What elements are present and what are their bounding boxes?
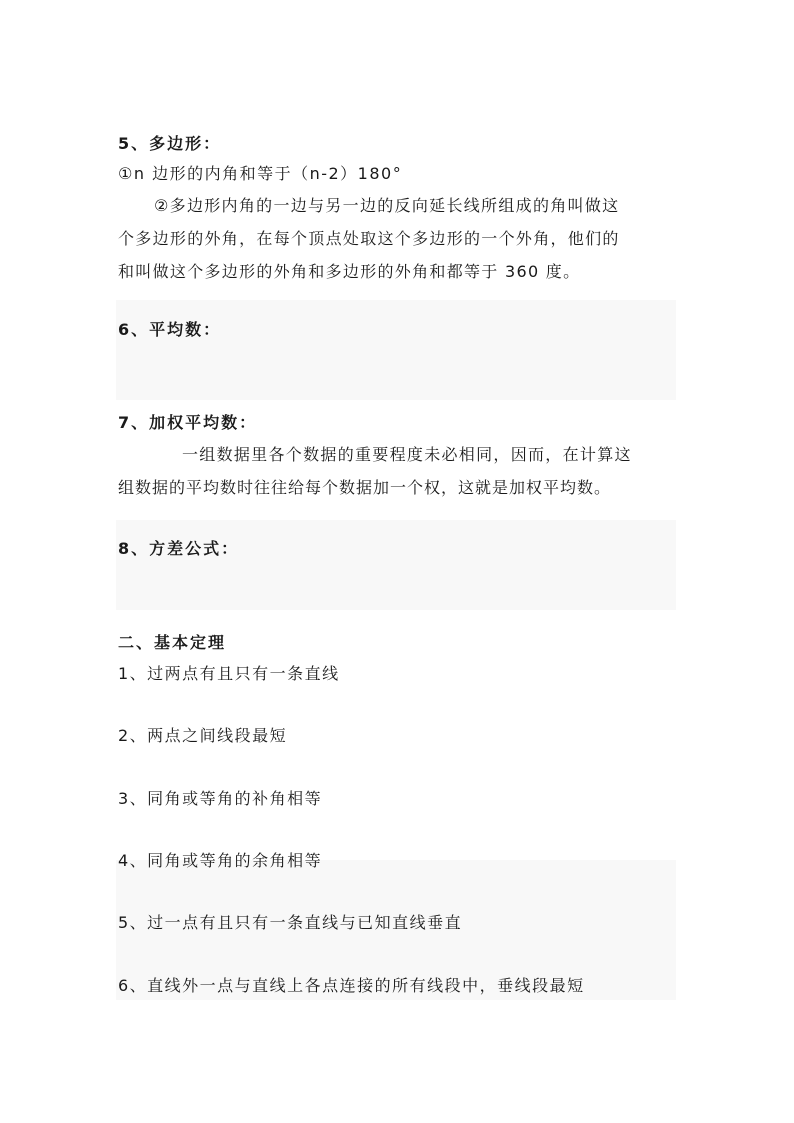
shade-block-1 [116, 300, 676, 400]
section-7-heading: 7、加权平均数： [118, 413, 258, 432]
section-7-line-2: 组数据的平均数时往往给每个数据加一个权，这就是加权平均数。 [118, 478, 612, 497]
theorem-item: 3、同角或等角的补角相等 [118, 789, 323, 808]
theorems-heading: 二、基本定理 [118, 633, 227, 652]
section-5-heading: 5、多边形： [118, 134, 222, 153]
section-5-item-2-line-1: ②多边形内角的一边与另一边的反向延长线所组成的角叫做这 [154, 196, 620, 215]
theorem-item: 5、过一点有且只有一条直线与已知直线垂直 [118, 913, 463, 932]
shade-block-2 [116, 520, 676, 610]
section-7-line-1: 一组数据里各个数据的重要程度未必相同，因而，在计算这 [182, 445, 632, 464]
section-8-heading: 8、方差公式： [118, 539, 240, 558]
section-6-heading: 6、平均数： [118, 320, 222, 339]
section-5-item-1: ①n 边形的内角和等于（n-2）180° [118, 164, 403, 183]
section-5-item-2-line-3: 和叫做这个多边形的外角和多边形的外角和都等于 360 度。 [118, 262, 581, 281]
theorem-item: 2、两点之间线段最短 [118, 726, 288, 745]
theorem-item: 4、同角或等角的余角相等 [118, 851, 323, 870]
section-5-item-2-line-2: 个多边形的外角，在每个顶点处取这个多边形的一个外角，他们的 [118, 229, 620, 248]
theorem-item: 6、直线外一点与直线上各点连接的所有线段中，垂线段最短 [118, 976, 585, 995]
theorem-item: 1、过两点有且只有一条直线 [118, 664, 340, 683]
